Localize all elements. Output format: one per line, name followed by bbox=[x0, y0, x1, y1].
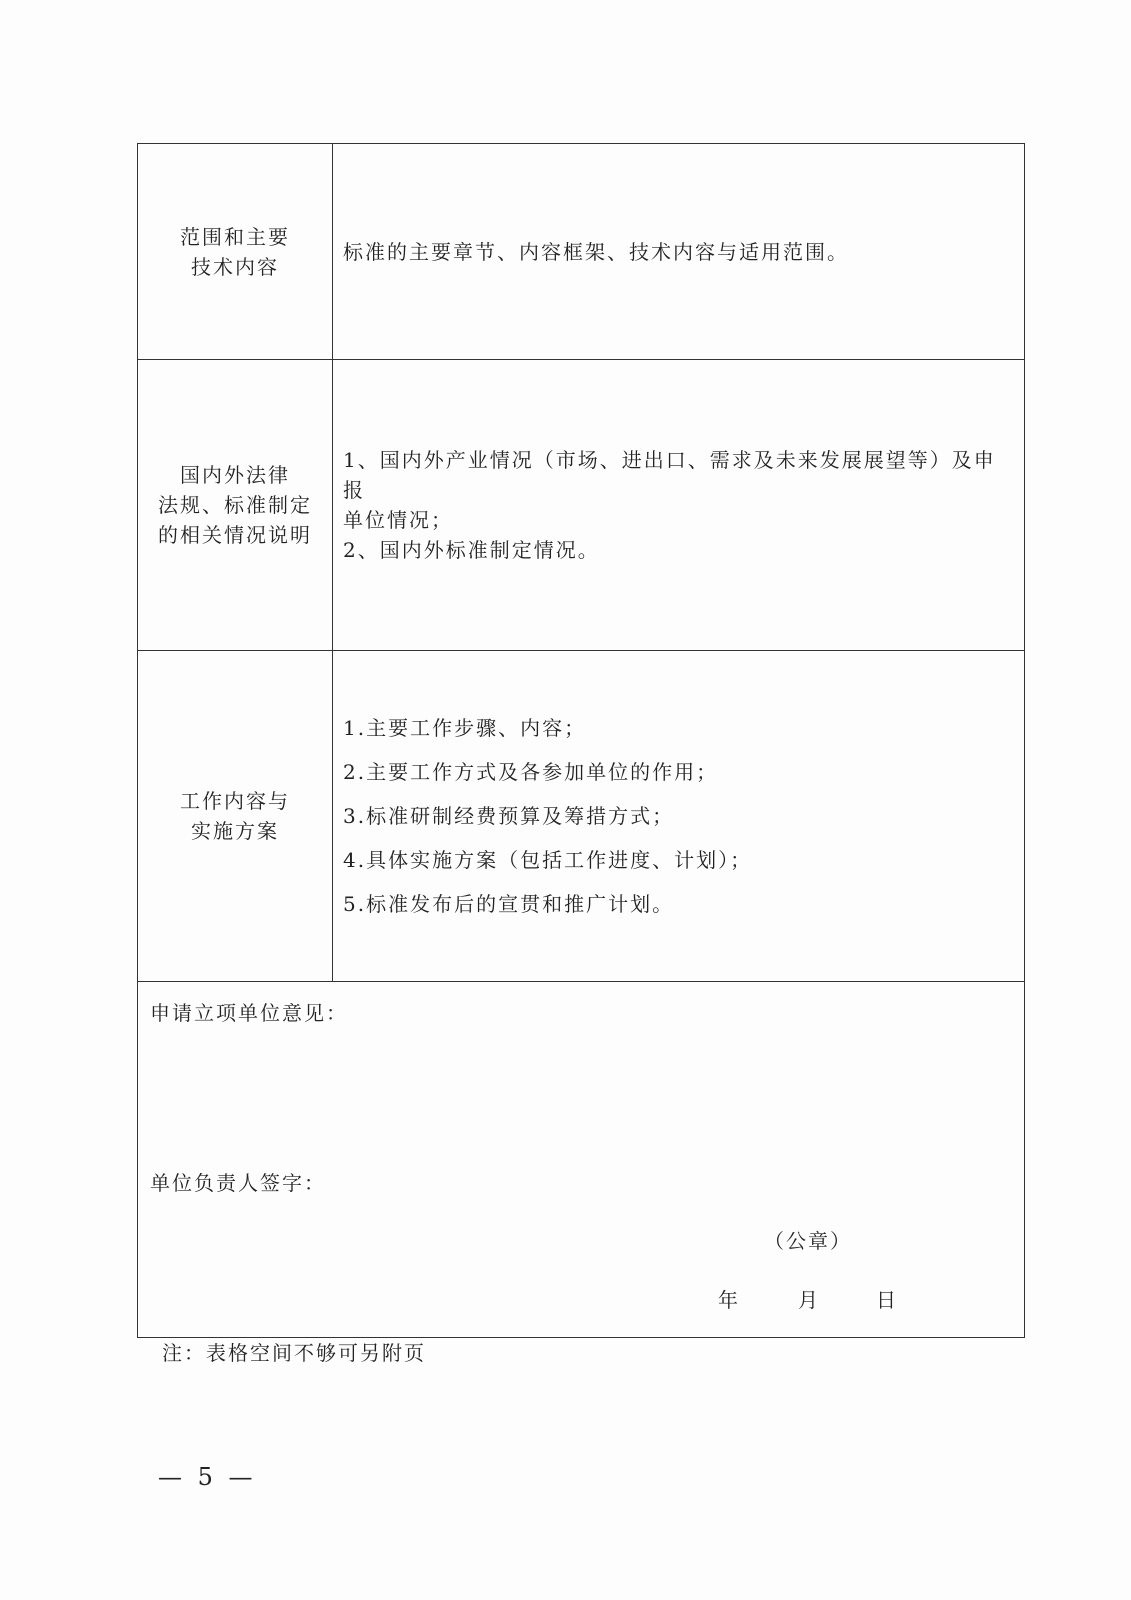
opinion-label: 申请立项单位意见： bbox=[150, 1001, 348, 1025]
content-line: 5.标准发布后的宣贯和推广计划。 bbox=[343, 892, 675, 916]
application-form-table bbox=[137, 143, 1025, 1338]
content-line: 标准的主要章节、内容框架、技术内容与适用范围。 bbox=[343, 239, 849, 264]
form-row-opinion bbox=[138, 982, 1025, 1338]
content-line: 4.具体实施方案（包括工作进度、计划）； bbox=[343, 848, 753, 872]
date-month-label: 月 bbox=[798, 1288, 820, 1312]
row-content-work-plan bbox=[333, 651, 1025, 982]
label-line: 的相关情况说明 bbox=[158, 523, 312, 547]
page-number: — 5 — bbox=[158, 1463, 257, 1491]
content-line: 2、国内外标准制定情况。 bbox=[343, 538, 600, 562]
label-line: 范围和主要 bbox=[180, 224, 290, 249]
seal-label: （公章） bbox=[764, 1229, 852, 1253]
label-line: 国内外法律 bbox=[180, 463, 290, 487]
footnote: 注：表格空间不够可另附页 bbox=[162, 1341, 426, 1365]
form-row-regulations bbox=[138, 360, 1025, 651]
date-year-label: 年 bbox=[718, 1288, 740, 1312]
row-content-scope bbox=[333, 144, 1025, 360]
row-content-regulations bbox=[333, 360, 1025, 651]
form-row-work-plan bbox=[138, 651, 1025, 982]
signer-label: 单位负责人签字： bbox=[150, 1171, 326, 1195]
form-row-scope bbox=[138, 144, 1025, 360]
opinion-cell bbox=[138, 982, 1025, 1338]
content-line: 1、国内外产业情况（市场、进出口、需求及未来发展展望等）及申报 bbox=[343, 448, 996, 502]
label-line: 法规、标准制定 bbox=[158, 493, 312, 517]
content-line: 3.标准研制经费预算及筹措方式； bbox=[343, 804, 675, 828]
content-line: 2.主要工作方式及各参加单位的作用； bbox=[343, 760, 719, 784]
row-label-scope bbox=[138, 144, 333, 360]
content-line: 单位情况； bbox=[343, 508, 453, 532]
label-line: 实施方案 bbox=[191, 819, 279, 843]
opinion-area bbox=[138, 982, 1024, 1337]
label-line: 技术内容 bbox=[191, 254, 279, 279]
row-label-work-plan bbox=[138, 651, 333, 982]
row-label-regulations bbox=[138, 360, 333, 651]
content-line: 1.主要工作步骤、内容； bbox=[343, 716, 587, 740]
label-line: 工作内容与 bbox=[180, 789, 290, 813]
date-day-label: 日 bbox=[876, 1288, 898, 1312]
